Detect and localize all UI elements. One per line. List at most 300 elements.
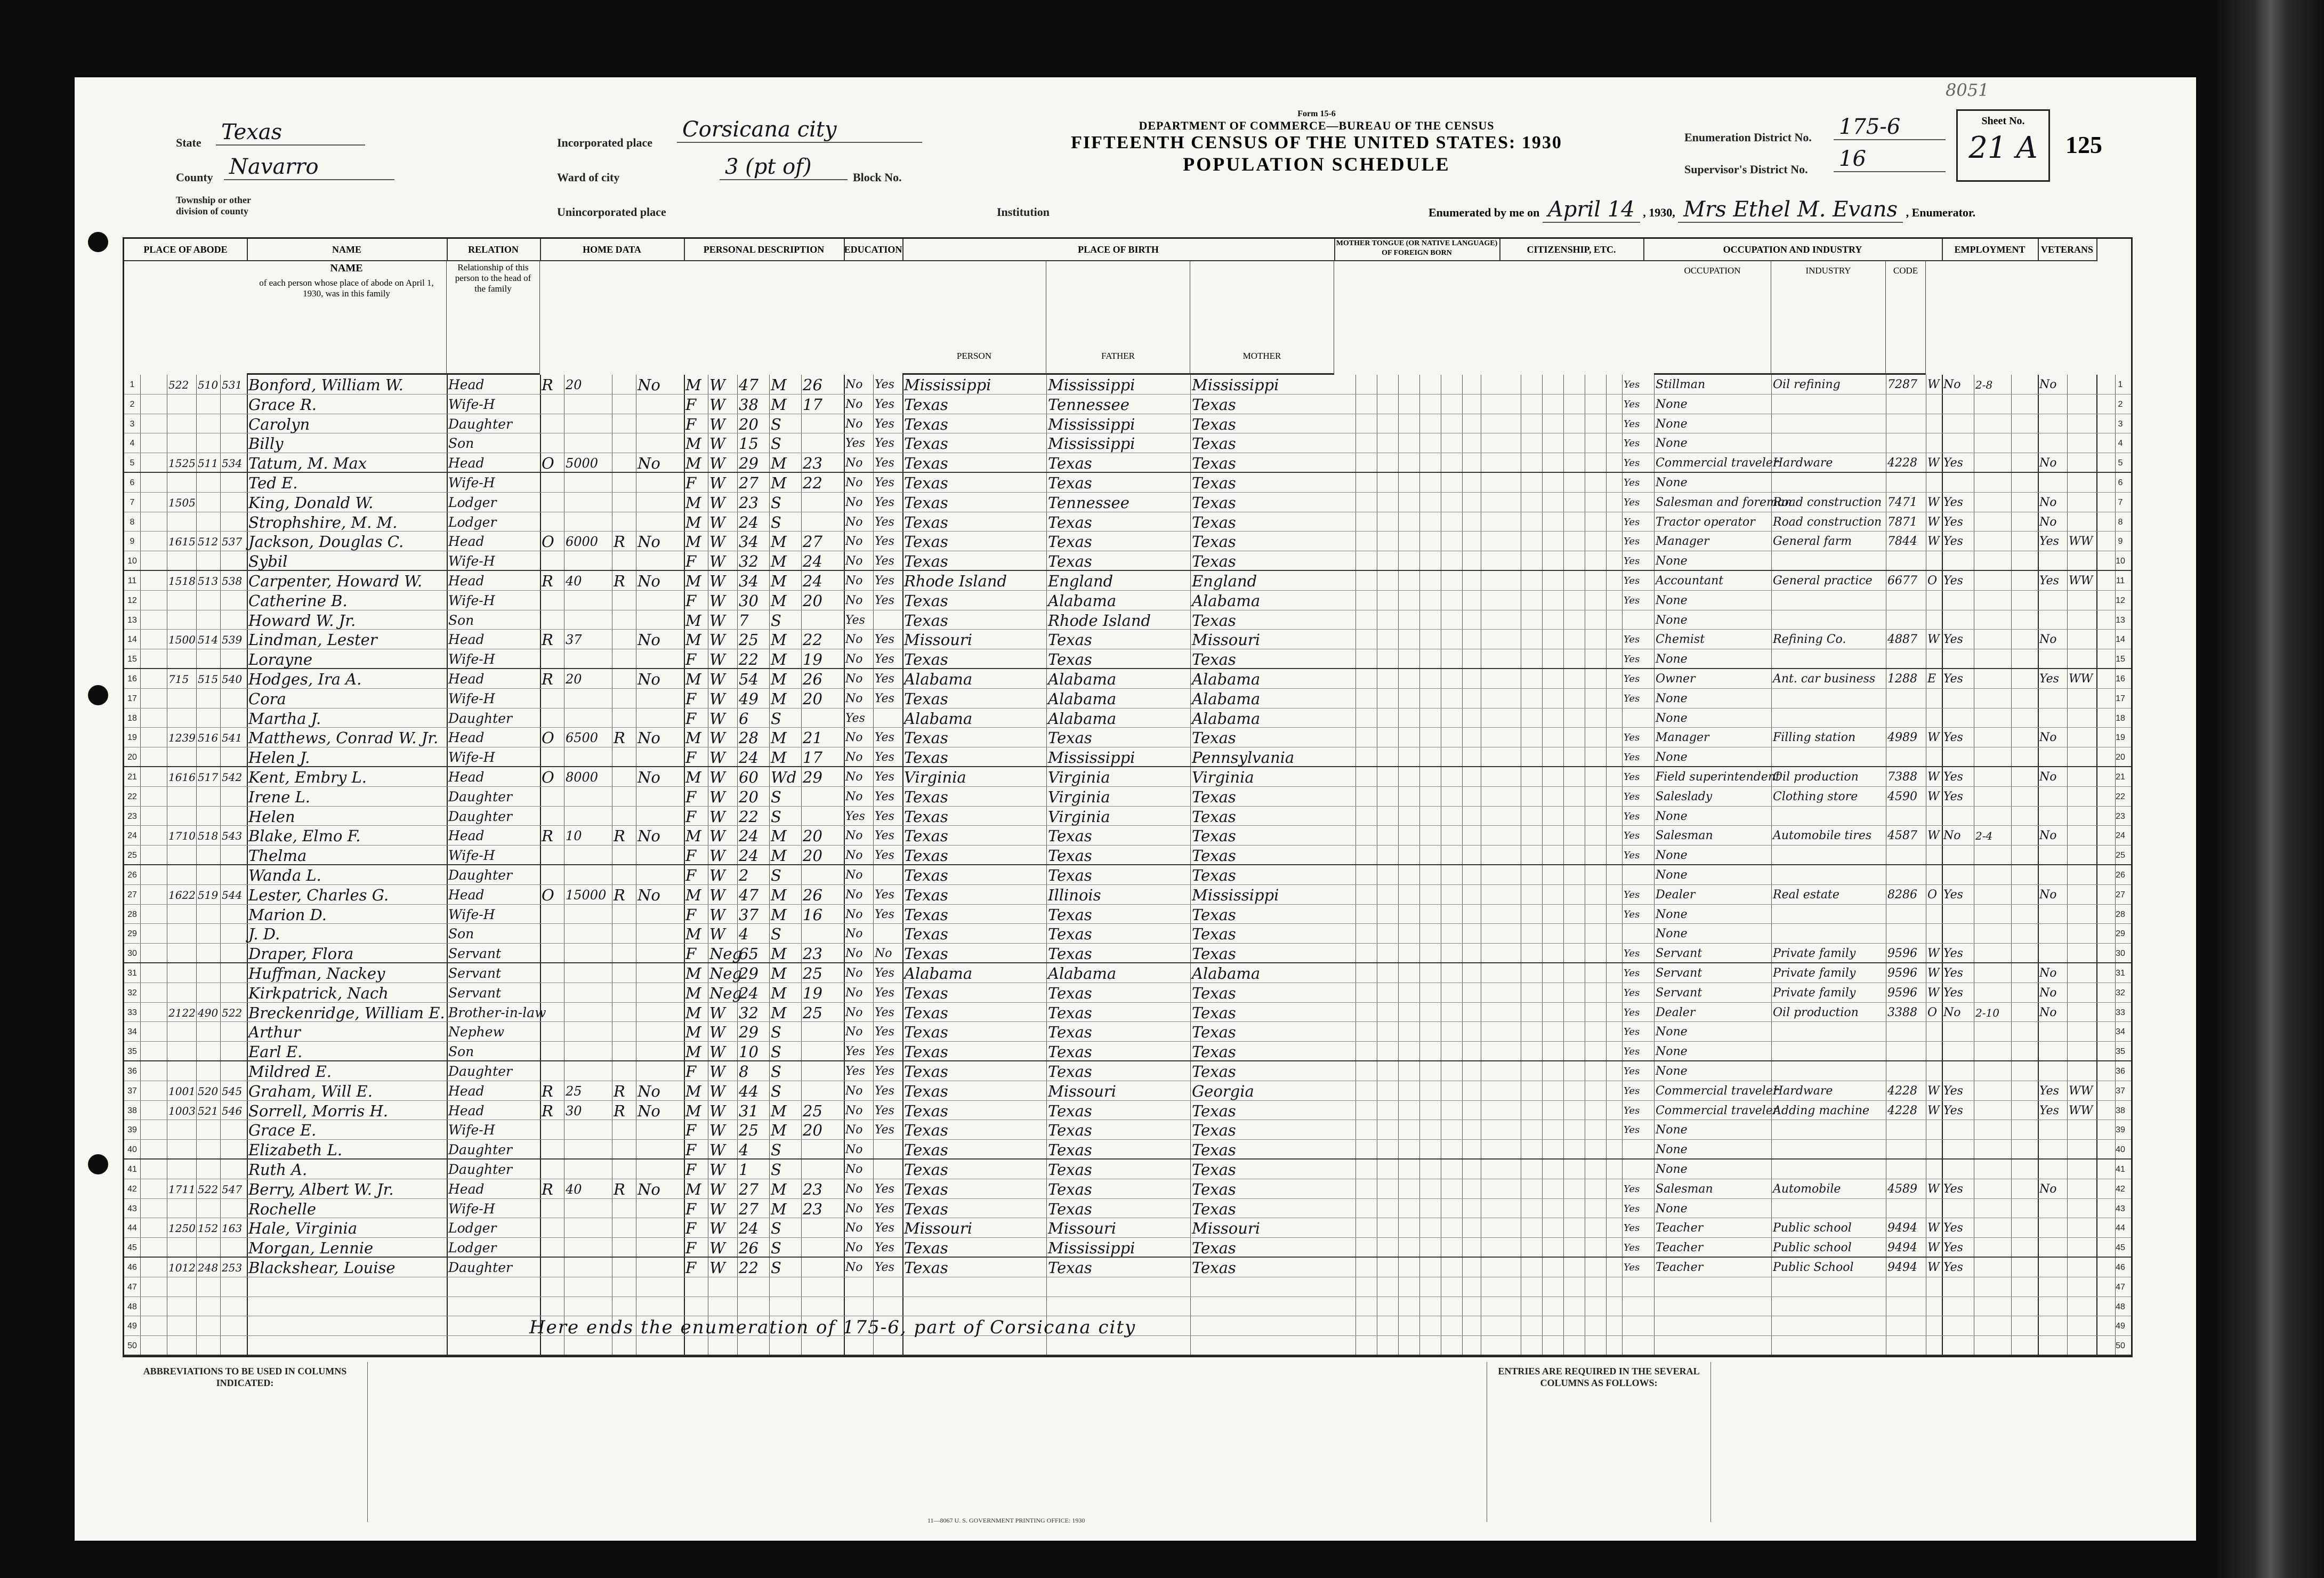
cell-english: Yes [1624,850,1640,862]
cell-tenure [542,414,562,433]
table-row [124,1101,2131,1121]
cell-farm [638,1022,682,1041]
cell-english: Yes [1624,575,1640,586]
cell-code: 9596 [1887,986,1917,1000]
cell-fpob: Missouri [1048,1219,1117,1238]
cell-industry [1773,551,1884,570]
cell-school: No [845,574,863,587]
cell-farm [638,1061,682,1081]
cell-english: Yes [1624,1262,1640,1273]
cell-name: Jackson, Douglas C. [248,533,404,551]
cell-fpob: Texas [1048,945,1092,963]
cell-relation: Daughter [448,808,512,824]
cell-school: No [845,849,863,863]
cell-tenure [542,591,562,610]
cell-class: O [1927,888,1938,901]
cell-line [1975,1297,2010,1316]
cell-dwelling [198,1336,219,1355]
cell-house [168,807,195,826]
cell-radio [614,512,634,532]
cell-farm [638,747,682,767]
cell-dwelling: 248 [198,1261,219,1274]
head-industry: INDUSTRY [1771,260,1886,375]
cell-house: 715 [168,673,189,686]
cell-english: Yes [1624,987,1640,999]
cell-english: Yes [1624,477,1640,488]
cell-code [1887,1199,1924,1218]
cell-value [566,924,610,943]
cell-industry [1773,709,1884,728]
cell-war [2069,983,2095,1002]
cell-code [1887,709,1924,728]
end-of-enumeration-note: Here ends the enumeration of 175-6, part of Corsicana city [529,1317,1136,1338]
cell-vet [2039,1336,2065,1355]
cell-line [1975,473,2010,492]
cell-race: W [709,415,725,433]
cell-value [566,865,610,884]
cell-industry [1773,905,1884,924]
cell-vet: No [2039,1182,2057,1196]
cell-code: 4887 [1887,633,1917,647]
cell-farm [638,689,682,708]
cell-industry: Clothing store [1773,790,1858,803]
cell-street [142,1316,165,1335]
cell-n: 8 [130,517,135,527]
cell-name: Rochelle [248,1199,317,1218]
punch-hole [88,232,108,252]
cell-school: No [845,947,863,961]
cell-occupation: None [1656,1143,1688,1157]
cell-n-right: 47 [2116,1282,2125,1292]
cell-age-married: 26 [803,376,822,394]
cell-marital: Wd [771,768,797,786]
cell-english: Yes [1624,496,1640,508]
cell-radio [614,669,634,688]
cell-marital: M [771,1003,787,1022]
cell-n-right: 46 [2116,1263,2125,1272]
cell-war [2069,709,2095,728]
cell-farm [638,807,682,826]
cell-war [2069,787,2095,806]
cell-family [222,1120,245,1139]
cell-radio [614,747,634,767]
cell-value: 20 [566,377,582,392]
cell-fpob: Texas [1048,1161,1092,1179]
cell-age-married [803,865,842,884]
cell-class [1927,591,1940,610]
cell-english [1624,865,1642,884]
cell-n: 1 [130,380,135,389]
cell-code [1887,846,1924,865]
cell-n: 12 [127,595,137,605]
cell-age: 27 [739,474,758,492]
cell-tenure: O [542,768,554,786]
cell-age-married [803,807,842,826]
cell-n-right: 39 [2116,1125,2125,1135]
cell-read: Yes [875,888,894,901]
cell-class [1927,1042,1940,1061]
cell-vet: No [2039,456,2057,470]
cell-line [1975,1022,2010,1041]
cell-race: W [709,1161,725,1179]
cell-relation: Head [448,377,485,392]
cell-english: Yes [1624,1066,1640,1077]
stamp-number: 8051 [1946,80,1989,100]
cell-vet [2039,865,2065,884]
cell-school: No [845,790,863,803]
cell-n-right: 11 [2116,576,2125,585]
cell-line [1975,963,2010,983]
cell-sex: F [685,787,697,806]
cell-code [1887,473,1924,492]
cell-industry [1773,1297,1884,1316]
cell-english: Yes [1624,771,1640,783]
cell-race: W [709,768,725,786]
cell-code: 4590 [1887,790,1917,803]
cell-work: Yes [1943,1261,1963,1274]
cell-radio [614,1160,634,1179]
cell-age-married: 22 [803,631,822,649]
cell-industry: Automobile [1773,1182,1841,1196]
cell-industry [1773,747,1884,767]
cell-tenure [542,610,562,630]
cell-age-married: 22 [803,474,822,492]
cell-fpob: England [1048,572,1113,590]
cell-mpob: Texas [1192,513,1236,532]
table-row [124,1022,2131,1042]
cell-radio: R [614,572,625,590]
cell-race: W [709,807,725,826]
cell-line [1975,1120,2010,1139]
cell-name: Irene L. [248,787,311,806]
cell-street [142,1120,165,1139]
cell-line [1975,1218,2010,1237]
cell-english: Yes [1624,1085,1640,1097]
cell-class: W [1927,1104,1940,1117]
cell-radio [614,1042,634,1061]
cell-occupation: Field superintendent [1656,770,1780,784]
cell-dwelling [198,689,219,708]
cell-n-right: 50 [2116,1341,2125,1351]
cell-occupation: Owner [1656,672,1696,686]
cell-class [1927,689,1940,708]
cell-street [142,1042,165,1061]
cell-read: Yes [875,672,894,686]
cell-pob: Texas [904,827,948,846]
cell-relation: Servant [448,946,502,962]
state-value: Texas [216,120,365,146]
cell-age-married: 24 [803,552,822,571]
cell-relation: Son [448,436,474,452]
cell-pob: Texas [904,1161,948,1179]
cell-n: 46 [127,1263,137,1272]
cell-english: Yes [1624,673,1640,685]
cell-house [168,905,195,924]
cell-age-married [803,709,842,728]
cell-mpob: Missouri [1192,631,1261,649]
cell-race [709,1336,736,1355]
cell-n-right: 27 [2116,890,2125,899]
cell-age: 10 [739,1043,758,1061]
cell-race: W [709,866,725,884]
cell-class [1927,1277,1940,1297]
cell-n-right: 34 [2116,1027,2125,1037]
table-row [124,1238,2131,1258]
cell-industry: Hardware [1773,456,1833,470]
cell-family [222,1238,245,1257]
cell-code: 9494 [1887,1241,1917,1255]
cell-war [2069,846,2095,865]
cell-class [1927,865,1940,884]
cell-pob: Texas [904,787,948,806]
cell-read: Yes [875,1182,894,1196]
cell-english: Yes [1624,1007,1640,1018]
cell-value [566,1061,610,1081]
cell-line [1975,1101,2010,1120]
cell-fpob: Texas [1048,631,1092,649]
cell-dwelling [198,1160,219,1179]
cell-sex: F [685,1121,697,1140]
cell-occupation [1656,1277,1770,1297]
cell-n-right: 14 [2116,635,2125,645]
cell-n: 25 [127,851,137,860]
cell-age [739,1277,768,1297]
cell-mpob: Texas [1192,787,1236,806]
cell-race: W [709,709,725,728]
cell-english [1624,924,1642,943]
cell-mpob: Texas [1192,984,1236,1002]
cell-radio [614,649,634,669]
cell-code [1887,1061,1924,1081]
cell-pob: Texas [904,552,948,571]
cell-war [2069,1160,2095,1179]
cell-dwelling [198,1140,219,1159]
cell-vet [2039,1061,2065,1081]
cell-work: No [1943,378,1961,391]
cell-street [142,865,165,884]
cell-dwelling [198,1238,219,1257]
group-name: NAME [247,239,448,261]
cell-work [1943,551,1972,570]
cell-line [1975,433,2010,453]
cell-pob: Texas [904,513,948,532]
cell-code [1887,395,1924,414]
cell-n-right: 37 [2116,1086,2125,1096]
cell-value [566,1199,610,1218]
cell-n-right: 41 [2116,1165,2125,1174]
cell-war [2069,375,2095,394]
cell-street [142,512,165,532]
footer-instructions [123,1362,2129,1527]
cell-work [1943,905,1972,924]
cell-vet [2039,1218,2065,1237]
cell-read: Yes [875,1065,894,1078]
table-row [124,473,2131,493]
cell-war [2069,414,2095,433]
cell-relation: Head [448,632,485,648]
cell-work [1943,1061,1972,1081]
cell-street [142,885,165,904]
cell-value [566,709,610,728]
cell-tenure [542,1140,562,1159]
cell-age: 20 [739,415,758,433]
cell-relation: Lodger [448,1220,497,1236]
cell-pob: Virginia [904,768,966,786]
cell-read: Yes [875,731,894,745]
cell-age-married [803,1277,842,1297]
cell-street [142,728,165,747]
cell-name: Helen J. [248,748,310,767]
cell-sex: M [685,376,701,394]
cell-school: Yes [845,1065,865,1078]
cell-name: Grace R. [248,395,317,414]
cell-english: Yes [1624,1183,1640,1195]
cell-work: Yes [1943,515,1963,529]
cell-age-married [803,787,842,806]
cell-age-married: 20 [803,591,822,610]
cell-age-married [803,1218,842,1237]
cell-vet: No [2039,378,2057,391]
cell-code: 1288 [1887,672,1917,686]
cell-code [1887,1120,1924,1139]
cell-marital: M [771,1180,787,1198]
cell-marital [771,1336,800,1355]
table-row [124,865,2131,885]
cell-age-married [803,1297,842,1316]
cell-read: Yes [875,417,894,431]
cell-n: 38 [127,1106,137,1115]
cell-war [2069,1179,2095,1198]
cell-school: No [845,378,863,391]
cell-house [168,1061,195,1081]
cell-radio [614,1199,634,1218]
cell-age: 37 [739,905,758,924]
cell-street [142,493,165,512]
cell-n-right: 5 [2118,458,2123,468]
cell-n-right: 20 [2116,753,2125,762]
cell-n-right: 24 [2116,831,2125,841]
cell-tenure: R [542,1101,553,1120]
cell-dwelling [198,433,219,453]
cell-n: 34 [127,1027,137,1037]
cell-dwelling [198,591,219,610]
cell-radio [614,689,634,708]
cell-family: 531 [222,379,243,391]
cell-house [168,709,195,728]
cell-age: 23 [739,493,758,512]
cell-read: Yes [875,476,894,489]
table-row [124,1179,2131,1199]
cell-sex: M [685,513,701,532]
cell-english [1624,1297,1642,1316]
cell-fpob: Texas [1048,1259,1092,1277]
cell-mpob: Texas [1192,1121,1236,1140]
form-number: Form 15-6 [1297,109,1336,118]
cell-code [1887,649,1924,669]
table-row [124,905,2131,924]
cell-race: W [709,1199,725,1218]
cell-value [566,905,610,924]
cell-occupation: None [1656,751,1688,764]
cell-dwelling [198,905,219,924]
cell-farm [638,649,682,669]
cell-industry [1773,846,1884,865]
cell-house [168,1140,195,1159]
cell-n-right: 19 [2116,733,2125,743]
cell-farm: No [638,631,660,649]
cell-race: W [709,1101,725,1120]
cell-relation: Son [448,1044,474,1060]
cell-radio: R [614,1101,625,1120]
cell-value [566,1238,610,1257]
cell-race: Neg [709,945,743,963]
cell-age-married [803,1081,842,1100]
cell-dwelling: 511 [198,457,219,470]
cell-race: W [709,1043,725,1061]
head-name-desc: of each person whose place of abode on April 1, 1930, was in this family [259,278,434,299]
cell-family: 522 [222,1006,243,1019]
cell-age: 65 [739,945,758,963]
footer-requirements [1487,1362,1711,1522]
cell-class [1927,1316,1940,1335]
cell-war [2069,826,2095,845]
cell-radio [614,1218,634,1237]
cell-class: W [1927,1261,1940,1274]
cell-street [142,1218,165,1237]
cell-dwelling: 490 [198,1006,219,1019]
cell-dwelling [198,1120,219,1139]
cell-mpob: Texas [1192,1199,1236,1218]
cell-occupation: Servant [1656,967,1702,980]
cell-value [566,610,610,630]
cell-dwelling [198,963,219,983]
cell-age-married [803,610,842,630]
cell-race: W [709,474,725,492]
cell-pob: Texas [904,1023,948,1042]
cell-dwelling [198,649,219,669]
cell-code: 7471 [1887,495,1917,509]
cell-tenure [542,963,562,983]
cell-code [1887,924,1924,943]
cell-english: Yes [1624,438,1640,449]
cell-tenure [542,846,562,865]
cell-class [1927,1140,1940,1159]
cell-pob: Texas [904,866,948,884]
cell-relation [448,1336,538,1355]
table-row [124,1042,2131,1061]
cell-dwelling [198,1277,219,1297]
cell-name: Thelma [248,847,307,865]
cell-sex [685,1277,706,1297]
cell-line [1975,649,2010,669]
cell-n-right: 15 [2116,655,2125,664]
cell-n-right: 45 [2116,1243,2125,1253]
cell-relation: Wife-H [448,592,495,608]
cell-street [142,905,165,924]
cell-n: 26 [127,871,137,880]
cell-english: Yes [1624,1222,1640,1234]
cell-work [1943,747,1972,767]
cell-family [222,493,245,512]
cell-sex: F [685,474,697,492]
cell-sex: F [685,1062,697,1081]
cell-class: W [1927,731,1940,745]
cell-war: WW [2069,672,2093,686]
cell-family: 538 [222,575,243,587]
cell-class: E [1927,672,1936,686]
cell-farm [638,1003,682,1022]
cell-line [1975,669,2010,688]
